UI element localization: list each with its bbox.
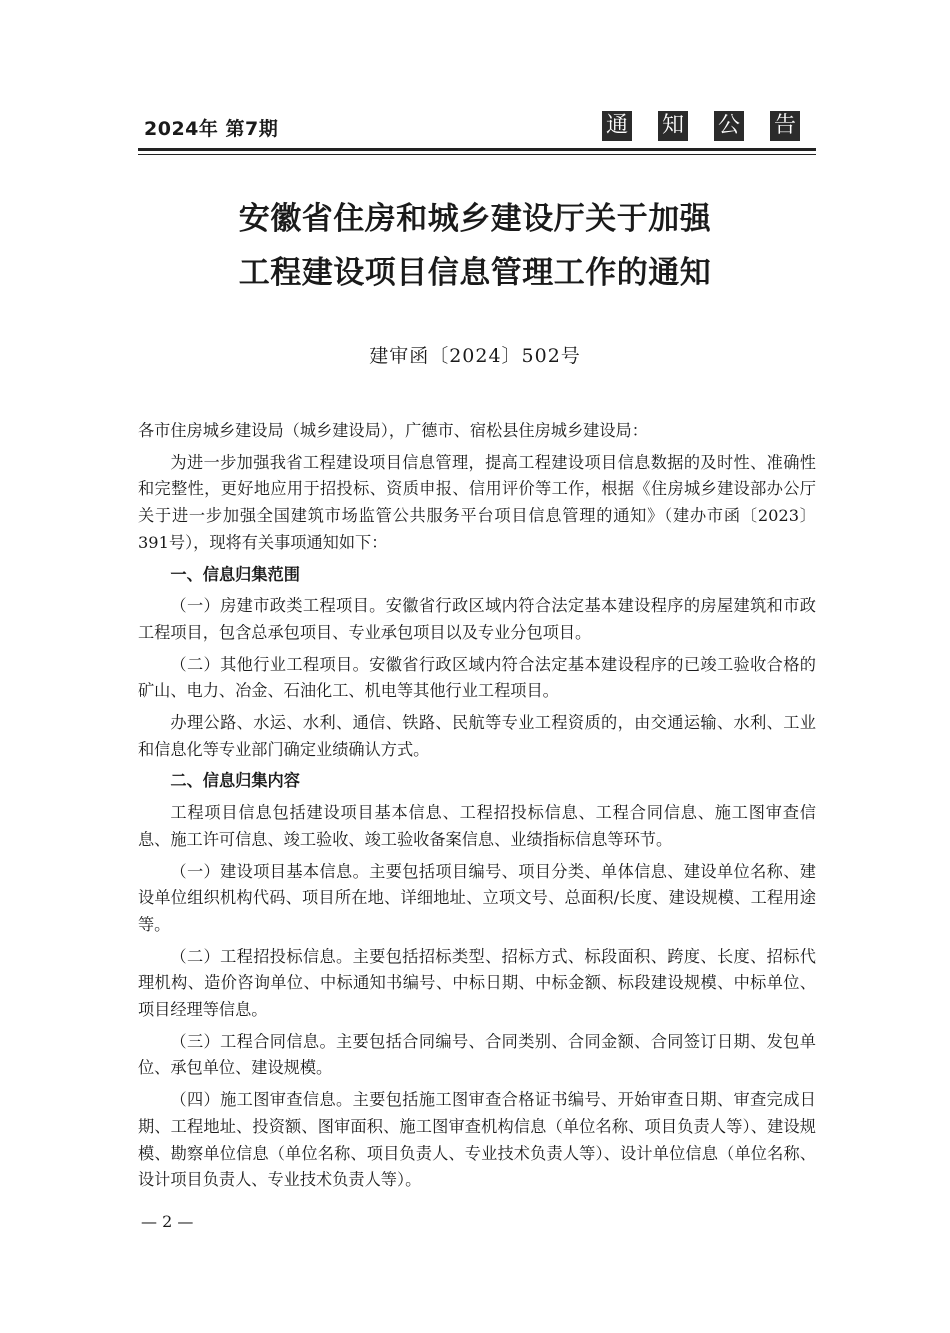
paragraph: 工程项目信息包括建设项目基本信息、工程招投标信息、工程合同信息、施工图审查信息、施工许可信息、竣工验收、竣工验收备案信息、业绩指标信息等环节。 — [138, 803, 816, 849]
title-line-2: 工程建设项目信息管理工作的通知 — [238, 255, 712, 291]
paragraph: 办理公路、水运、水利、通信、铁路、民航等专业工程资质的，由交通运输、水利、工业和信息化等专业部门确定业绩确认方式。 — [138, 713, 816, 759]
salutation: 各市住房城乡建设局（城乡建设局），广德市、宿松县住房城乡建设局： — [138, 421, 648, 440]
paragraph: （二）其他行业工程项目。安徽省行政区域内符合法定基本建设程序的已竣工验收合格的矿山、电力、冶金、石油化工、机电等其他行业工程项目。 — [138, 654, 816, 701]
header-rule-thin — [138, 154, 816, 155]
paragraph: （一）建设项目基本信息。主要包括项目编号、项目分类、单体信息、建设单位名称、建设单位组织机构代码、项目所在地、详细地址、立项文号、总面积/长度、建设规模、工程用途等。 — [138, 861, 816, 934]
section-heading-scope: 一、信息归集范围 — [170, 564, 300, 584]
section-tag: 知 — [658, 111, 688, 141]
header-rule-thick — [138, 148, 816, 151]
section-tag: 通 — [602, 111, 632, 141]
section-tag: 公 — [714, 111, 744, 141]
document-body — [138, 418, 816, 1199]
page-number: — 2 — — [141, 1212, 194, 1231]
issue-label: 2024年 第7期 — [144, 118, 279, 140]
section-tag: 告 — [770, 111, 800, 141]
paragraph: （一）房建市政类工程项目。安徽省行政区域内符合法定基本建设程序的房屋建筑和市政工程项目，包含总承包项目、专业承包项目以及专业分包项目。 — [138, 596, 816, 642]
intro-paragraph: 为进一步加强我省工程建设项目信息管理，提高工程建设项目信息数据的及时性、准确性和完整性，更好地应用于招投标、资质申报、信用评价等工作，根据《住房城乡建设部办公厅关于进一步加强全国建筑市场监管公共服务平台项目信息管理的通知》（建办市函〔2023〕391号），现将有关事项通知如下： — [138, 452, 816, 552]
paragraph: （四）施工图审查信息。主要包括施工图审查合格证书编号、开始审查日期、审查完成日期、工程地址、投资额、图审面积、施工图审查机构信息（单位名称、项目负责人等）、建设规模、勘察单位信息（单位名称、项目负责人、专业技术负责人等）、设计单位信息（单位名称、设计项目负责人、专业技术负责人等）。 — [138, 1090, 816, 1190]
paragraph: （二）工程招投标信息。主要包括招标类型、招标方式、标段面积、跨度、长度、招标代理机构、造价咨询单位、中标通知书编号、中标日期、中标金额、标段建设规模、中标单位、项目经理等信息。 — [138, 946, 816, 1020]
section-tags — [576, 111, 800, 141]
section-heading-content: 二、信息归集内容 — [170, 771, 300, 791]
page-header — [138, 104, 816, 154]
title-line-1: 安徽省住房和城乡建设厅关于加强 — [238, 201, 712, 237]
paragraph: （三）工程合同信息。主要包括合同编号、合同类别、合同金额、合同签订日期、发包单位、承包单位、建设规模。 — [138, 1031, 816, 1078]
document-title — [0, 192, 950, 300]
document-number: 建审函〔2024〕502号 — [369, 345, 581, 367]
